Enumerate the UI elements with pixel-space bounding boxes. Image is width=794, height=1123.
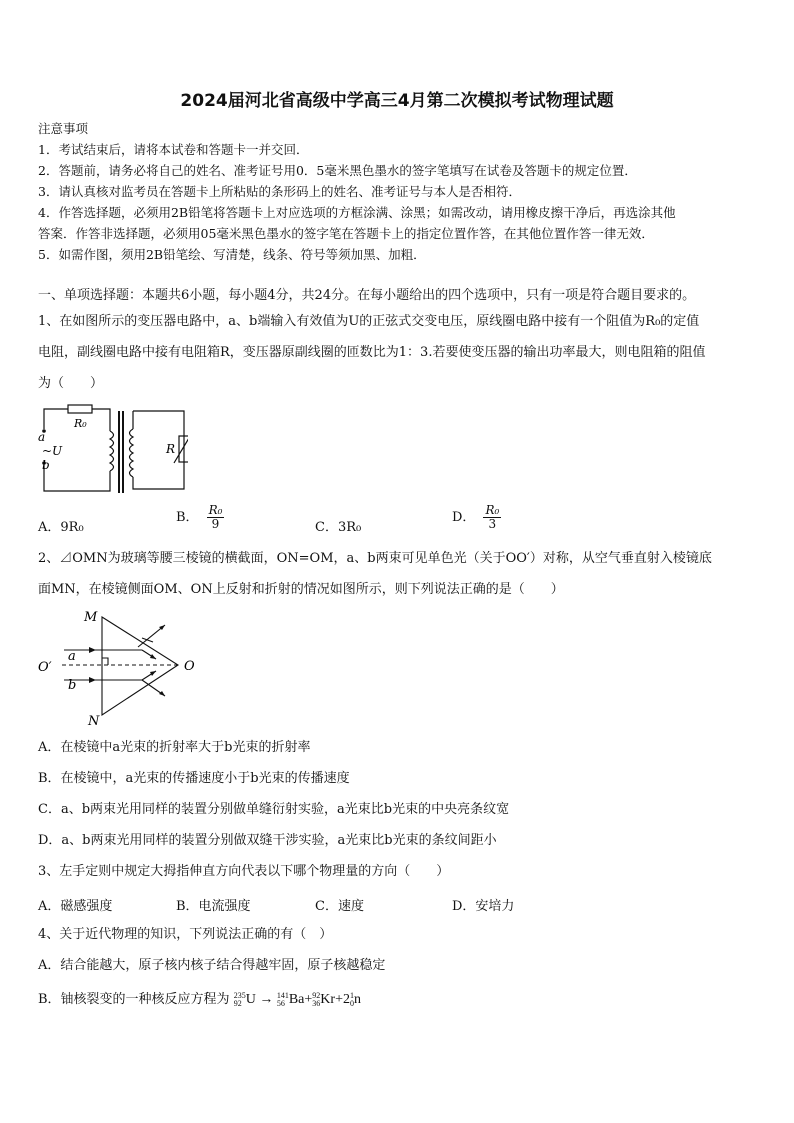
fraction-denominator: 3 <box>488 517 497 531</box>
point-o-prime-label: O′ <box>38 660 52 675</box>
q3-option-c: C．速度 <box>315 899 364 914</box>
resistor-box-label: R <box>166 442 176 456</box>
notice-item: 3．请认真核对监考员在答题卡上所粘贴的条形码上的姓名、准考证号与本人是否相符． <box>38 184 521 199</box>
q3-stem: 3、左手定则中规定大拇指伸直方向代表以下哪个物理量的方向（ ） <box>38 864 450 879</box>
notice-item: 5．如需作图，须用2B铅笔绘、写清楚，线条、符号等须加黑、加粗． <box>38 247 426 262</box>
q2-stem-line: 2、⊿OMN为玻璃等腰三棱镜的横截面，ON=OM，a、b两束可见单色光（关于OO′）对称，从空气垂直射入棱镜底 <box>38 551 712 566</box>
mass-number: 235 <box>233 991 246 1000</box>
q2-stem-line: 面MN，在棱镜侧面OM、ON上反射和折射的情况如图所示，则下列说法正确的是（ ） <box>38 582 564 597</box>
vertex-m-label: M <box>84 610 98 625</box>
q4-option-b <box>38 992 361 1008</box>
q1-option-a: A．9R₀ <box>38 520 84 535</box>
beam-b-label: b <box>68 678 77 693</box>
r0-label: R₀ <box>74 417 87 430</box>
reaction-arrow: → <box>259 992 274 1008</box>
element-symbol: U <box>245 992 256 1008</box>
fraction-numerator: R₀ <box>485 503 500 517</box>
q1-option-b <box>176 504 224 531</box>
q3-option-b: B．电流强度 <box>176 899 251 914</box>
element-symbol: Ba <box>288 992 305 1008</box>
fraction-numerator: R₀ <box>208 503 223 517</box>
isotope-prefix <box>277 992 289 1008</box>
prism-figure <box>38 605 208 730</box>
q1-option-b-prefix: B． <box>176 510 199 525</box>
mass-number: 1 <box>349 991 354 1000</box>
page-title: 2024届河北省高级中学高三4月第二次模拟考试物理试题 <box>180 91 614 111</box>
vertex-n-label: N <box>88 714 100 729</box>
mass-number: 141 <box>276 991 289 1000</box>
notice-item: 4．作答选择题，必须用2B铅笔将答题卡上对应选项的方框涂满、涂黑；如需改动，请用橡皮擦干净后，再选涂其他 <box>38 205 676 220</box>
notice-item: 2．答题前，请务必将自己的姓名、准考证号用0．5毫米黑色墨水的签字笔填写在试卷及答题卡的规定位置． <box>38 163 637 178</box>
q2-option-d: D．a、b两束光用同样的装置分别做双缝干涉实验，a光束比b光束的条纹间距小 <box>38 833 497 848</box>
atomic-number: 56 <box>276 999 285 1008</box>
fraction-denominator: 9 <box>211 517 220 531</box>
plus-sign: + <box>304 992 313 1008</box>
q4-option-b-text: B．铀核裂变的一种核反应方程为 <box>38 992 230 1008</box>
q4-stem: 4、关于近代物理的知识，下列说法正确的有（ ） <box>38 927 333 942</box>
q1-stem-line: 电阻，副线圈电路中接有电阻箱R，变压器原副线圈的匝数比为1：3.若要使变压器的输出功率最大，则电阻箱的阻值 <box>38 345 706 360</box>
q1-stem-line: 为（ ） <box>38 376 104 391</box>
q3-option-a: A．磁感强度 <box>38 899 113 914</box>
element-symbol: n <box>353 992 361 1008</box>
nuclear-equation <box>234 992 361 1007</box>
q1-option-c: C．3R₀ <box>315 520 362 535</box>
q3-option-d: D．安培力 <box>452 899 515 914</box>
notice-heading: 注意事项 <box>38 121 89 136</box>
q1-stem-line: 1、在如图所示的变压器电路中，a、b端输入有效值为U的正弦式交变电压，原线圈电路中接有一个阻值为R₀的定值 <box>38 314 700 329</box>
q2-option-b: B．在棱镜中，a光束的传播速度小于b光束的传播速度 <box>38 771 350 786</box>
plus-coefficient: +2 <box>335 992 350 1008</box>
element-symbol: Kr <box>320 992 336 1008</box>
notice-item: 1．考试结束后，请将本试卷和答题卡一并交回． <box>38 142 309 157</box>
notice-item: 答案．作答非选择题，必须用05毫米黑色墨水的签字笔在答题卡上的指定位置作答，在其他位置作答一律无效． <box>38 226 654 241</box>
voltage-label: ~U <box>42 444 63 458</box>
section-heading: 一、单项选择题：本题共6小题，每小题4分，共24分。在每小题给出的四个选项中，只有一项是符合题目要求的。 <box>38 288 696 303</box>
fraction <box>207 504 225 531</box>
atomic-number: 0 <box>349 999 354 1008</box>
q1-option-d-prefix: D． <box>452 510 476 525</box>
terminal-b-label: b <box>42 458 50 472</box>
q4-option-a: A．结合能越大，原子核内核子结合得越牢固，原子核越稳定 <box>38 958 386 973</box>
q2-option-c: C．a、b两束光用同样的装置分别做单缝衍射实验，a光束比b光束的中央亮条纹宽 <box>38 802 510 817</box>
vertex-o-label: O <box>184 659 195 674</box>
q2-option-a: A．在棱镜中a光束的折射率大于b光束的折射率 <box>38 740 311 755</box>
q1-option-d <box>452 504 501 531</box>
atomic-number: 92 <box>233 999 242 1008</box>
isotope-prefix <box>234 992 246 1008</box>
mass-number: 92 <box>312 991 321 1000</box>
transformer-circuit-figure <box>38 403 188 495</box>
fraction <box>483 504 501 531</box>
beam-a-label: a <box>68 649 76 664</box>
terminal-a-label: a <box>38 430 46 444</box>
atomic-number: 36 <box>312 999 321 1008</box>
